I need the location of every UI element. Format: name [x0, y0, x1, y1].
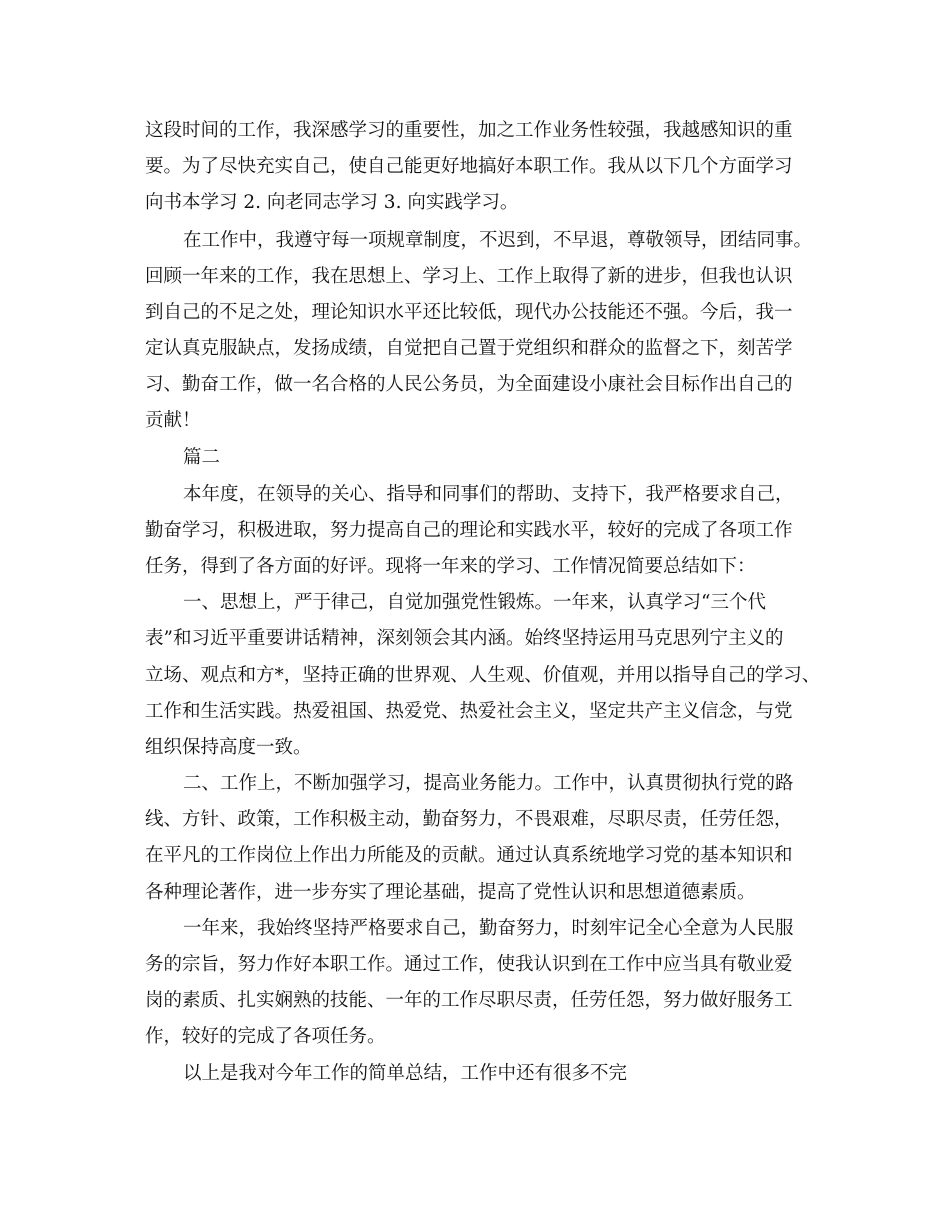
section-heading: 篇二: [183, 447, 221, 468]
text-line: 任务，得到了各方面的好评。现将一年来的学习、工作情况简要总结如下：: [145, 556, 756, 577]
text-line: 二、工作上，不断加强学习，提高业务能力。工作中，认真贯彻执行党的路: [183, 773, 794, 794]
text-line: 一年来，我始终坚持严格要求自己，勤奋努力，时刻牢记全心全意为人民服: [183, 918, 794, 939]
text-line: 以上是我对今年工作的简单总结，工作中还有很多不完: [183, 1063, 628, 1084]
text-line: 这段时间的工作，我深感学习的重要性，加之工作业务性较强，我越感知识的重: [145, 120, 793, 141]
text-line: 定认真克服缺点，发扬成绩，自觉把自己置于党组织和群众的监督之下，刻苦学: [145, 338, 793, 359]
text-line: 习、勤奋工作，做一名合格的人民公务员，为全面建设小康社会目标作出自己的: [145, 374, 793, 395]
text-line: 各种理论著作，进一步夯实了理论基础，提高了党性认识和思想道德素质。: [145, 882, 756, 903]
text-line: 线、方针、政策，工作积极主动，勤奋努力，不畏艰难，尽职尽责，任劳任怨，: [145, 809, 793, 830]
text-line: 立场、观点和方*，坚持正确的世界观、人生观、价值观，并用以指导自己的学习、: [145, 665, 821, 686]
text-line: 作，较好的完成了各项任务。: [145, 1026, 386, 1047]
text-line: 回顾一年来的工作，我在思想上、学习上、工作上取得了新的进步，但我也认识: [145, 266, 793, 287]
text-line: 岗的素质、扎实娴熟的技能、一年的工作尽职尽责，任劳任怨，努力做好服务工: [145, 990, 793, 1011]
text-line: 一、思想上，严于律己，自觉加强党性锻炼。一年来，认真学习“三个代: [183, 592, 766, 613]
text-line: 在平凡的工作岗位上作出力所能及的贡献。通过认真系统地学习党的基本知识和: [145, 845, 793, 866]
text-line: 组织保持高度一致。: [145, 737, 312, 758]
text-line: 向书本学习 2. 向老同志学习 3. 向实践学习。: [145, 192, 519, 213]
text-line: 要。为了尽快充实自己，使自己能更好地搞好本职工作。我从以下几个方面学习: [145, 156, 793, 177]
text-line: 务的宗旨，努力作好本职工作。通过工作，使我认识到在工作中应当具有敬业爱: [145, 954, 793, 975]
text-line: 到自己的不足之处，理论知识水平还比较低，现代办公技能还不强。今后，我一: [145, 302, 793, 323]
text-line: 本年度，在领导的关心、指导和同事们的帮助、支持下，我严格要求自己，: [183, 484, 794, 505]
text-line: 在工作中，我遵守每一项规章制度，不迟到，不早退，尊敬领导，团结同事。: [183, 230, 813, 251]
text-line: 表”和习近平重要讲话精神，深刻领会其内涵。始终坚持运用马克思列宁主义的: [145, 628, 784, 649]
text-line: 贡献！: [145, 410, 201, 431]
text-line: 勤奋学习，积极进取，努力提高自己的理论和实践水平，较好的完成了各项工作: [145, 520, 793, 541]
text-line: 工作和生活实践。热爱祖国、热爱党、热爱社会主义，坚定共产主义信念，与党: [145, 701, 793, 722]
